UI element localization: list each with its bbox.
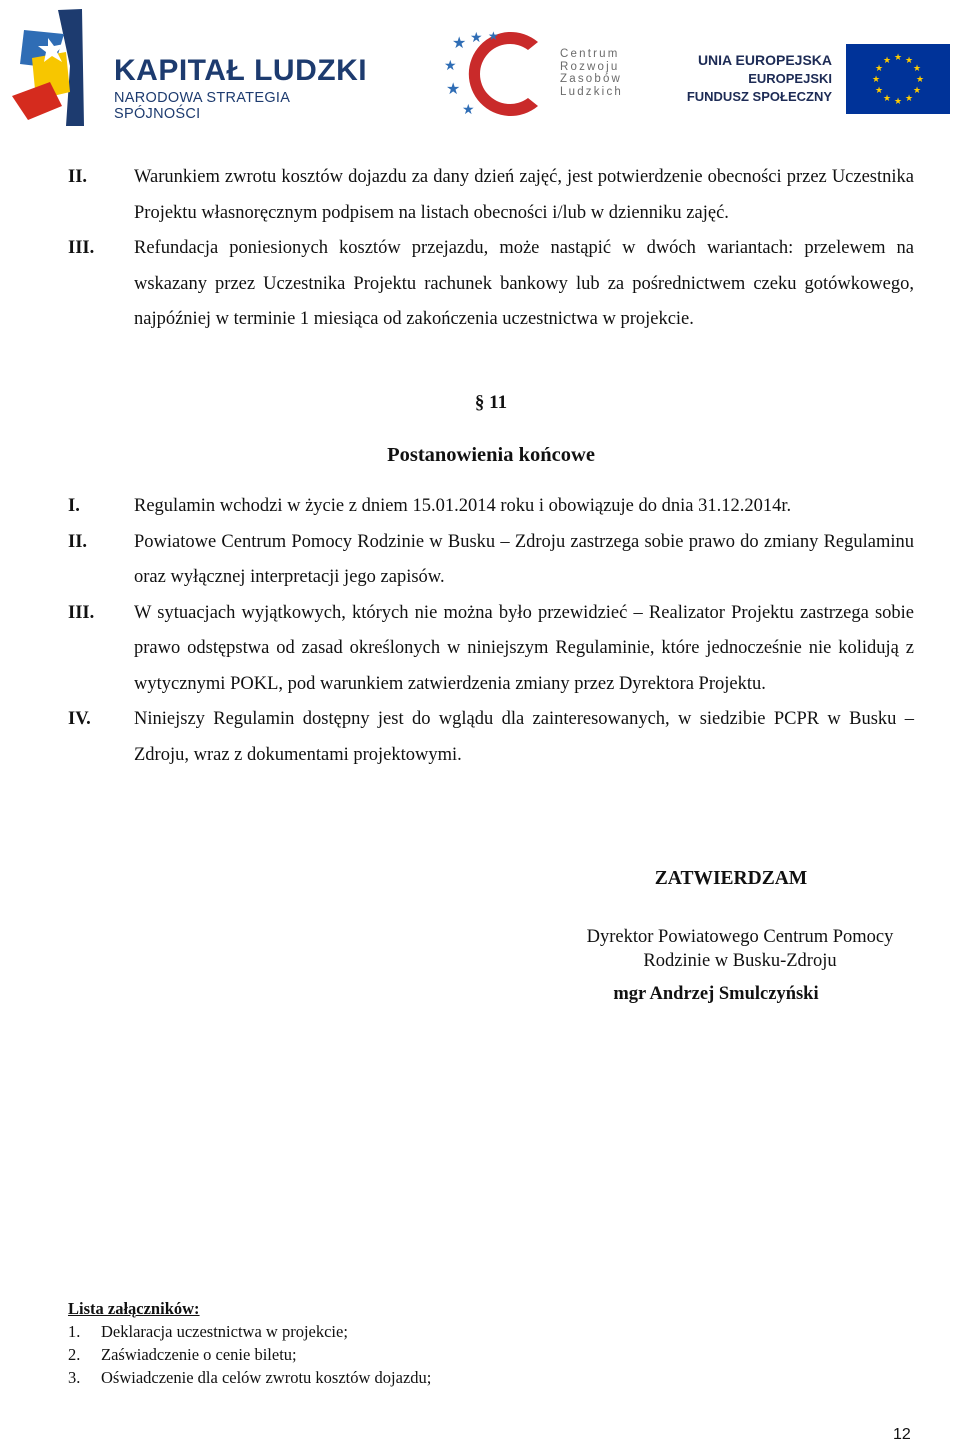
eu-line-2: EUROPEJSKI xyxy=(748,71,832,86)
kapital-ludzki-logo xyxy=(10,8,380,128)
svg-text:★: ★ xyxy=(893,97,903,107)
svg-text:★: ★ xyxy=(912,64,922,74)
item-text: Zaświadczenie o cenie biletu; xyxy=(101,1345,297,1364)
svg-text:★: ★ xyxy=(444,58,457,74)
svg-text:★: ★ xyxy=(470,30,483,46)
item-number: 3. xyxy=(68,1368,81,1387)
list-item xyxy=(68,596,914,703)
centrum-line-2: Rozwoju xyxy=(560,60,620,73)
final-provisions-list xyxy=(68,489,914,773)
list-item xyxy=(68,160,914,231)
item-text: Warunkiem zwrotu kosztów dojazdu za dany dzień zajęć, jest potwierdzenie obecności przez Uczestnika Projektu własnoręcznym podpisem na listach obecności i/lub w dzienniku zajęć. xyxy=(134,167,914,223)
svg-text:★: ★ xyxy=(871,75,881,85)
list-item xyxy=(68,525,914,596)
centrum-rozwoju-text xyxy=(560,48,623,98)
signer-title xyxy=(560,926,920,973)
svg-text:★: ★ xyxy=(893,53,903,63)
item-number: 1. xyxy=(68,1322,81,1341)
svg-text:★: ★ xyxy=(904,56,914,66)
item-number: IV. xyxy=(68,709,91,729)
paragraph-sign: § 11 xyxy=(474,392,508,413)
eu-logo xyxy=(686,40,956,120)
item-text: Oświadczenie dla celów zwrotu kosztów dojazdu; xyxy=(101,1368,432,1387)
item-number: III. xyxy=(68,602,95,623)
list-item xyxy=(68,231,914,338)
eu-line-3: FUNDUSZ SPOŁECZNY xyxy=(686,89,832,104)
svg-text:★: ★ xyxy=(904,94,914,104)
svg-text:★: ★ xyxy=(446,79,461,98)
svg-text:★: ★ xyxy=(882,56,892,66)
signer-line-2: Rodzinie w Busku-Zdroju xyxy=(643,950,837,971)
svg-text:★: ★ xyxy=(882,94,892,104)
kapital-ludzki-title: KAPITAŁ LUDZKI xyxy=(114,54,368,87)
kapital-ludzki-subtitle: NARODOWA STRATEGIA SPÓJNOŚCI xyxy=(114,90,290,122)
item-text: W sytuacjach wyjątkowych, których nie można było przewidzieć – Realizator Projektu zastrzega sobie prawo odstępstwa od zasad określonych w niniejszym Regulaminie, które jednocześnie nie kolidują z wytycznymi POKL, pod warunkiem zatwierdzenia zmiany przez Dyrektora Projektu. xyxy=(134,602,914,694)
signer-line-1: Dyrektor Powiatowego Centrum Pomocy xyxy=(586,927,894,947)
item-text: Regulamin wchodzi w życie z dniem 15.01.2014 roku i obowiązuje do dnia 31.12.2014r. xyxy=(134,496,792,516)
eu-line-1: UNIA EUROPEJSKA xyxy=(697,52,832,68)
item-text: Powiatowe Centrum Pomocy Rodzinie w Busku – Zdroju zastrzega sobie prawo do zmiany Regulaminu oraz wyłącznej interpretacji jego zapisów. xyxy=(134,531,914,587)
item-text: Refundacja poniesionych kosztów przejazdu, może nastąpić w dwóch wariantach: przelewem na wskazany przez Uczestnika Projektu rachunek bankowy lub za pośrednictwem czeku gotówkowego, najpóźniej w terminie 1 miesiąca od zakończenia uczestnictwa w projekcie. xyxy=(134,238,914,329)
page-header xyxy=(0,0,960,135)
list-item xyxy=(68,489,914,525)
list-item xyxy=(68,1320,431,1343)
svg-text:★: ★ xyxy=(462,102,475,118)
item-text: Deklaracja uczestnictwa w projekcie; xyxy=(101,1322,348,1341)
centrum-line-3: Zasobów xyxy=(560,73,623,85)
attachments-title: Lista załączników: xyxy=(68,1299,200,1318)
item-number: II. xyxy=(68,531,88,552)
item-text: Niniejszy Regulamin dostępny jest do wglądu dla zainteresowanych, w siedzibie PCPR w Busku – Zdroju, wraz z dokumentami projektowymi. xyxy=(134,709,914,765)
item-number: 2. xyxy=(68,1345,81,1364)
centrum-emblem-icon xyxy=(440,28,560,120)
centrum-line-4: Ludzkich xyxy=(560,85,623,98)
approval-heading: ZATWIERDZAM xyxy=(654,868,808,889)
item-number: II. xyxy=(68,167,88,187)
centrum-rozwoju-logo xyxy=(440,28,640,120)
item-number: I. xyxy=(68,496,80,516)
svg-text:★: ★ xyxy=(452,33,467,52)
list-item xyxy=(68,1366,431,1389)
signer-name: mgr Andrzej Smulczyński xyxy=(613,984,819,1004)
list-item xyxy=(68,702,914,773)
item-number: III. xyxy=(68,238,95,258)
svg-text:★: ★ xyxy=(874,64,884,74)
attachments-list xyxy=(68,1298,431,1389)
section-title: Postanowienia końcowe xyxy=(387,444,595,466)
svg-text:★: ★ xyxy=(874,86,884,96)
svg-text:★: ★ xyxy=(912,86,922,96)
eu-flag-icon xyxy=(846,44,950,114)
page-number: 12 xyxy=(893,1426,911,1443)
kapital-ludzki-emblem-icon xyxy=(10,8,110,128)
svg-text:★: ★ xyxy=(915,75,925,85)
previous-section-list xyxy=(68,160,914,338)
svg-text:★: ★ xyxy=(488,29,499,43)
list-item xyxy=(68,1343,431,1366)
centrum-line-1: Centrum xyxy=(560,48,620,60)
